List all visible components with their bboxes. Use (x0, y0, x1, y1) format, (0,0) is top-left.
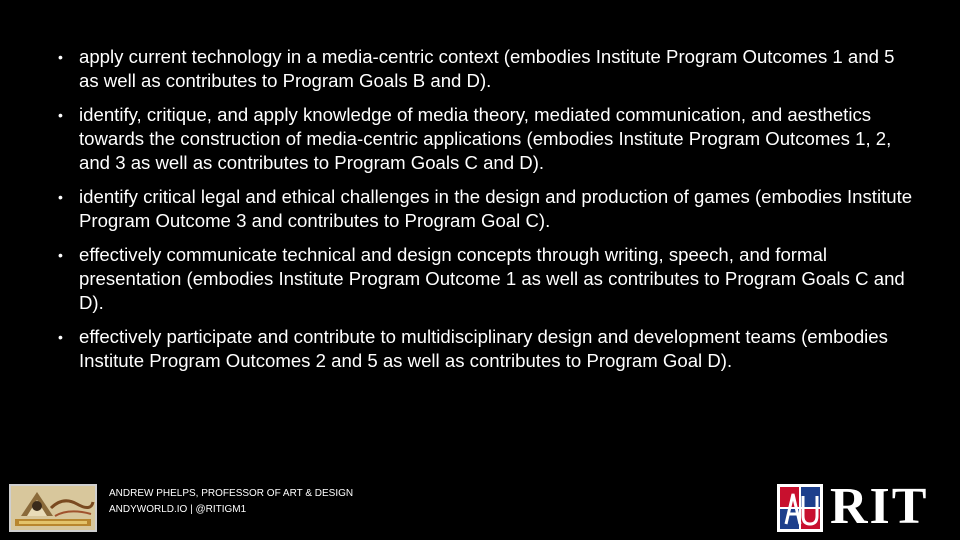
bullet-text: effectively participate and contribute to multidisciplinary design and development teams (embodies Institute Program Outcomes 2 and 5 as well as contributes to Program Goal D). (79, 326, 888, 371)
american-university-logo-icon (777, 484, 823, 532)
bullet-text: identify critical legal and ethical challenges in the design and production of games (embodies Institute Program Outcome 3 and contributes to Program Goal C). (79, 186, 913, 231)
bullet-text: apply current technology in a media-centric context (embodies Institute Program Outcomes 1 and 5 as well as contributes to Program Goals B and D). (79, 46, 895, 91)
rit-logo: RIT (830, 478, 929, 535)
bullet-dot: • (58, 107, 63, 123)
bullet-text: identify, critique, and apply knowledge of media theory, mediated communication, and aesthetics towards the construction of media-centric applications (embodies Institute Program Outcomes 1, 2, and 3 as well as contributes to Program Goals C and D). (79, 104, 892, 173)
bullet-item (56, 185, 916, 233)
bullet-item (56, 103, 916, 175)
bullet-dot: • (58, 329, 63, 345)
learning-outcomes-list (56, 45, 916, 383)
bullet-item (56, 325, 916, 373)
illustrated-emblem-logo-icon (9, 484, 97, 532)
bullet-dot: • (58, 49, 63, 65)
bullet-item (56, 243, 916, 315)
bullet-item (56, 45, 916, 93)
bullet-dot: • (58, 189, 63, 205)
contact-line: ANDYWORLD.IO | @RITIGM1 (109, 504, 247, 515)
bullet-text: effectively communicate technical and design concepts through writing, speech, and formal presentation (embodies Institute Program Outcome 1 as well as contributes to Program Goals C and D). (79, 244, 905, 313)
author-line: ANDREW PHELPS, PROFESSOR OF ART & DESIGN (109, 488, 354, 499)
presenter-credit (109, 486, 353, 518)
bullet-dot: • (58, 247, 63, 263)
